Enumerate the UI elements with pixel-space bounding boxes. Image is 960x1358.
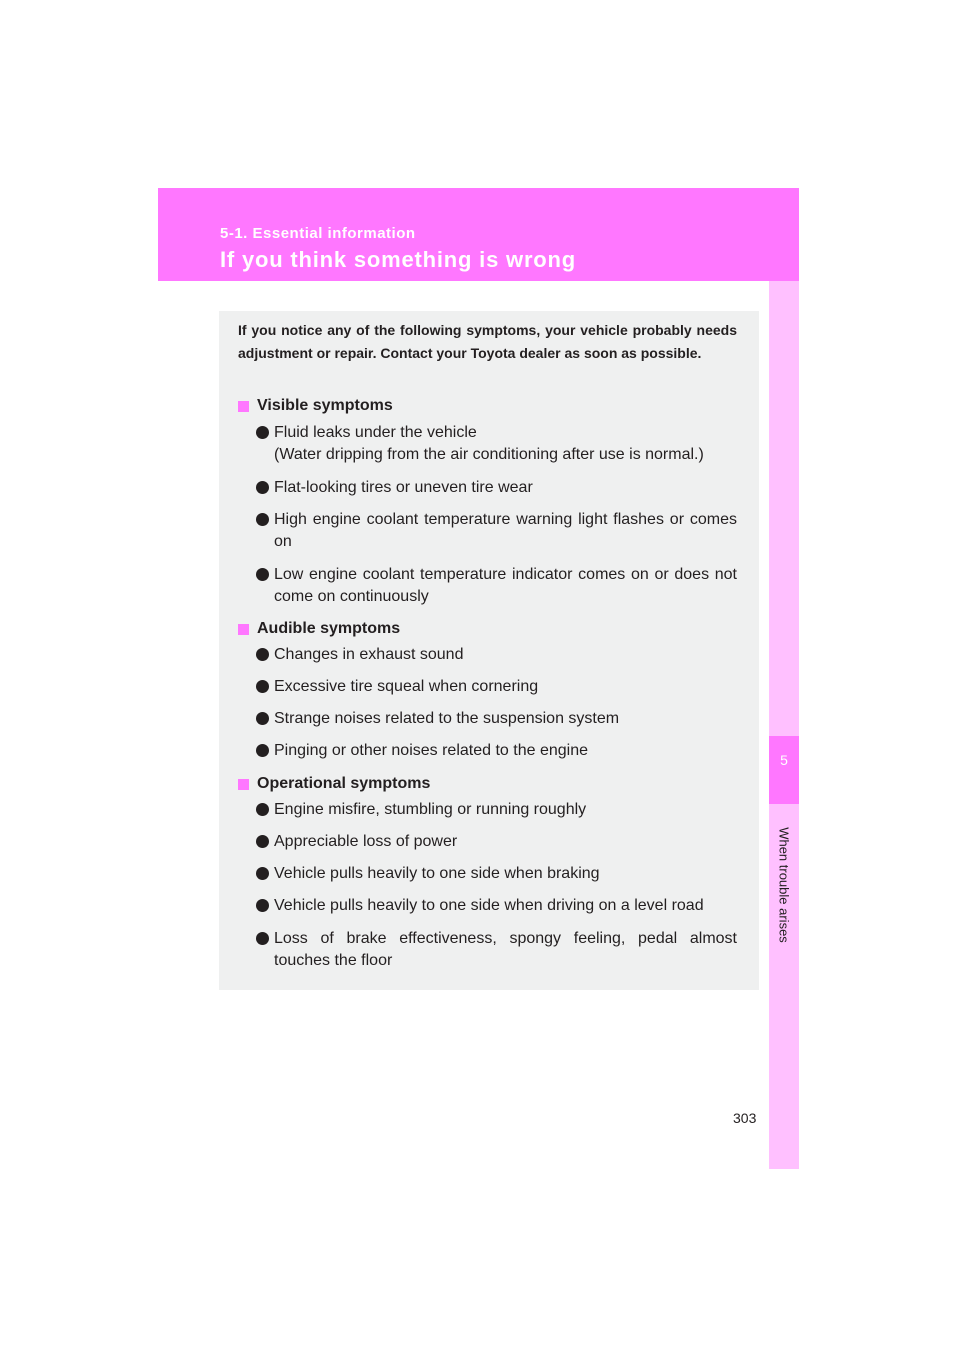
bullet-icon (256, 744, 269, 757)
list-item-text: Engine misfire, stumbling or running roughly (274, 801, 587, 818)
list-item-text: Fluid leaks under the vehicle (Water dripping from the air conditioning after use is normal.) (274, 424, 704, 463)
list-item-text: Vehicle pulls heavily to one side when driving on a level road (274, 897, 704, 914)
square-icon (238, 624, 249, 635)
list-item (256, 708, 737, 730)
list-item-text: High engine coolant temperature warning light flashes or comes on (274, 511, 737, 550)
list-item-text: Vehicle pulls heavily to one side when braking (274, 865, 600, 882)
chapter-number-tab (769, 736, 799, 804)
bullet-icon (256, 867, 269, 880)
list-item (256, 863, 737, 885)
list-item (256, 895, 737, 917)
list-item-text: Appreciable loss of power (274, 833, 458, 850)
bullet-icon (256, 426, 269, 439)
section-header (158, 188, 799, 281)
group-heading-operational (238, 775, 430, 793)
list-item (256, 928, 737, 972)
bullet-icon (256, 899, 269, 912)
bullet-icon (256, 712, 269, 725)
group-heading-label: Visible symptoms (257, 397, 393, 414)
bullet-icon (256, 680, 269, 693)
list-item (256, 799, 737, 821)
bullet-icon (256, 513, 269, 526)
square-icon (238, 401, 249, 412)
bullet-icon (256, 481, 269, 494)
group-heading-visible (238, 397, 393, 415)
page-number: 303 (733, 1110, 757, 1126)
chapter-label: When trouble arises (776, 827, 792, 943)
list-item (256, 477, 737, 499)
list-item (256, 422, 737, 466)
symptoms-box (219, 311, 759, 990)
list-item (256, 676, 737, 698)
group-heading-label: Operational symptoms (257, 775, 431, 792)
list-item-text: Strange noises related to the suspension system (274, 710, 620, 727)
list-item (256, 831, 737, 853)
list-item (256, 644, 737, 666)
list-item (256, 740, 737, 762)
chapter-number: 5 (780, 752, 788, 768)
list-item-text: Loss of brake effectiveness, spongy feeling, pedal almost touches the floor (274, 930, 737, 969)
list-item-text: Low engine coolant temperature indicator comes on or does not come on continuously (274, 566, 737, 605)
page-title: If you think something is wrong (220, 247, 577, 272)
square-icon (238, 779, 249, 790)
intro-paragraph: If you notice any of the following symptoms, your vehicle probably needs adjustment or repair. Contact your Toyota dealer as soon as possible. (238, 322, 737, 361)
list-item (256, 509, 737, 553)
bullet-icon (256, 568, 269, 581)
list-item-text: Flat-looking tires or uneven tire wear (274, 479, 533, 496)
bullet-icon (256, 932, 269, 945)
chapter-side-tab[interactable] (769, 281, 799, 1169)
list-item-text: Changes in exhaust sound (274, 646, 464, 663)
section-label: 5-1. Essential information (220, 225, 416, 242)
list-item (256, 564, 737, 608)
bullet-icon (256, 648, 269, 661)
bullet-icon (256, 835, 269, 848)
bullet-icon (256, 803, 269, 816)
group-heading-audible (238, 620, 400, 638)
group-heading-label: Audible symptoms (257, 620, 401, 637)
list-item-text: Excessive tire squeal when cornering (274, 678, 539, 695)
list-item-text: Pinging or other noises related to the engine (274, 742, 588, 759)
